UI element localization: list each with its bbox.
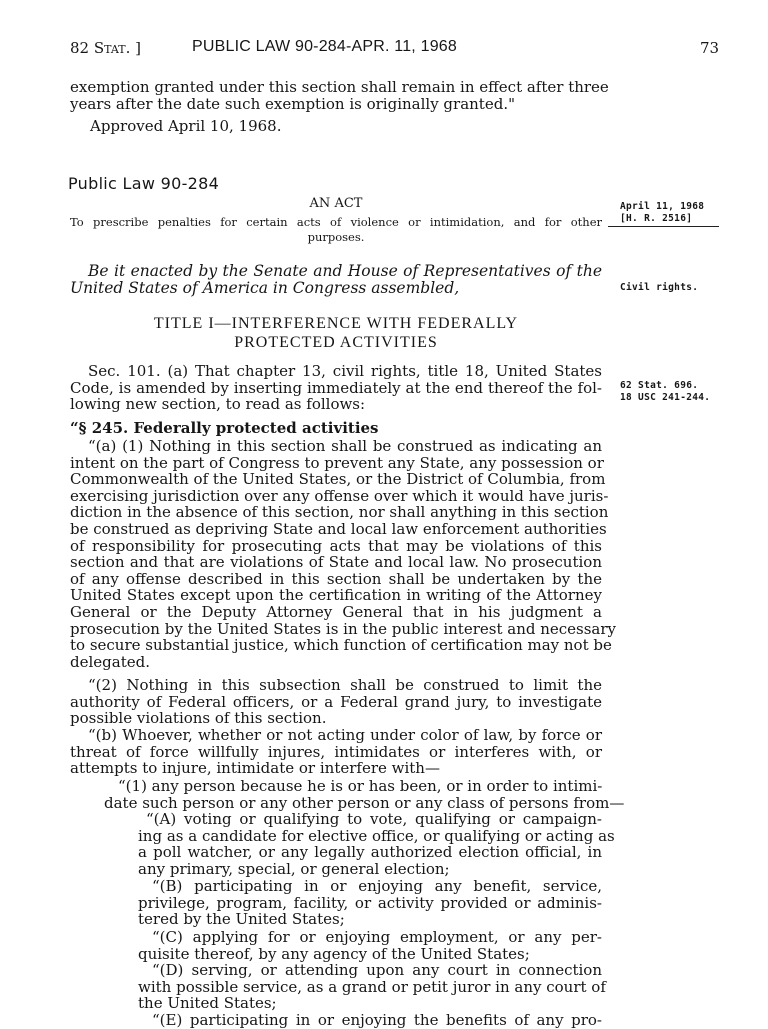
- margin-date: April 11, 1968: [620, 201, 705, 212]
- item-b: [138, 878, 602, 928]
- text-line: quisite thereof, by any agency of the United States;: [138, 944, 530, 963]
- item-d: [138, 961, 606, 1013]
- text-line: Code, is amended by inserting immediately at the end thereof the fol-: [70, 378, 602, 397]
- public-law-id: Public Law 90-284: [68, 174, 220, 193]
- text-line: ing as a candidate for elective office, or qualifying or acting as: [138, 826, 615, 845]
- text-line: lowing new section, to read as follows:: [70, 395, 366, 414]
- item-1: [104, 777, 625, 812]
- text-line: Be it enacted by the Senate and House of Representatives of the: [88, 262, 602, 280]
- text-line: “(b) Whoever, whether or not acting under color of law, by force or: [88, 726, 602, 744]
- margin-rule: [608, 226, 719, 227]
- text-line: a poll watcher, or any legally authorized election official, in: [138, 843, 602, 862]
- page-number: 73: [700, 39, 720, 57]
- text-line: “(A) voting or qualifying to vote, qualifying or campaign-: [146, 810, 602, 828]
- text-line: privilege, program, facility, or activity provided or adminis-: [138, 893, 602, 912]
- enacting-clause: [70, 263, 602, 297]
- title-heading: [70, 314, 602, 352]
- text-line: diction in the absence of this section, nor shall anything in this section: [70, 503, 609, 522]
- approval-date: Approved April 10, 1968.: [90, 117, 282, 135]
- paragraph-b: [70, 727, 602, 777]
- text-line: to secure substantial justice, which function of certification may not be: [70, 636, 612, 655]
- stat-reference: [70, 39, 141, 57]
- margin-bill-number: [H. R. 2516]: [620, 213, 693, 224]
- text-line: “(a) (1) Nothing in this section shall be construed as indicating an: [88, 437, 602, 455]
- stat-bracket: ]: [135, 39, 141, 57]
- text-line: with possible service, as a grand or petit juror in any court of: [138, 977, 606, 996]
- text-line: United States except upon the certification in writing of the Attorney: [70, 586, 602, 605]
- paragraph-a2: [70, 677, 602, 727]
- text-line: possible violations of this section.: [70, 709, 327, 728]
- margin-usc-ref: 18 USC 241-244.: [620, 392, 711, 403]
- text-line: tered by the United States;: [138, 910, 345, 929]
- text-line: “(C) applying for or enjoying employment, or any per-: [152, 928, 602, 946]
- running-title: PUBLIC LAW 90-284-APR. 11, 1968: [192, 38, 457, 55]
- margin-stat-ref: 62 Stat. 696.: [620, 380, 699, 391]
- stat-number: 82: [70, 39, 90, 57]
- text-line: the United States;: [138, 994, 277, 1013]
- text-line: delegated.: [70, 652, 150, 671]
- text-line: any primary, special, or general election;: [138, 859, 450, 878]
- text-line: Commonwealth of the United States, or the District of Columbia, from: [70, 470, 606, 489]
- text-line: years after the date such exemption is originally granted.": [70, 94, 515, 113]
- text-line: “(1) any person because he is or has been, or in order to intimi-: [118, 777, 603, 795]
- title-line: TITLE I—INTERFERENCE WITH FEDERALLY: [153, 315, 519, 332]
- section-heading: “§ 245. Federally protected activities: [70, 419, 379, 437]
- text-line: General or the Deputy Attorney General that in his judgment a: [70, 602, 602, 621]
- text-line: be construed as depriving State and local law enforcement authorities: [70, 519, 607, 538]
- text-line: section and that are violations of State and local law. No prosecution: [70, 553, 602, 572]
- item-c: [138, 929, 602, 962]
- text-line: “(D) serving, or attending upon any court in connection: [152, 961, 602, 979]
- act-label: AN ACT: [309, 196, 363, 211]
- text-line: of responsibility for prosecuting acts that may be violations of this: [70, 536, 602, 555]
- text-line: purposes.: [307, 230, 365, 244]
- section-101: [70, 363, 602, 413]
- act-purpose: [70, 215, 602, 245]
- text-line: exemption granted under this section shall remain in effect after three: [70, 78, 609, 96]
- text-line: prosecution by the United States is in the public interest and necessary: [70, 619, 617, 638]
- paragraph-a1: [70, 437, 617, 671]
- item-a: [138, 810, 615, 878]
- text-line: exercising jurisdiction over any offense over which it would have juris-: [70, 486, 609, 505]
- text-line: “(E) participating in or enjoying the benefits of any pro-: [152, 1011, 602, 1029]
- text-line: of any offense described in this section shall be undertaken by the: [70, 569, 602, 588]
- margin-civil-rights: Civil rights.: [620, 282, 699, 293]
- text-line: threat of force willfully injures, intimidates or interferes with, or: [70, 742, 602, 761]
- text-line: intent on the part of Congress to prevent any State, any possession or: [70, 453, 604, 472]
- text-line: Sec. 101. (a) That chapter 13, civil rights, title 18, United States: [88, 362, 602, 380]
- text-line: “(2) Nothing in this subsection shall be construed to limit the: [88, 676, 602, 694]
- title-line: PROTECTED ACTIVITIES: [234, 334, 438, 351]
- item-e: [138, 1012, 602, 1029]
- text-line: authority of Federal officers, or a Federal grand jury, to investigate: [70, 692, 602, 711]
- stat-word: Stat.: [93, 39, 131, 57]
- prior-section-text: [70, 78, 609, 113]
- text-line: To prescribe penalties for certain acts of violence or intimidation, and for other: [70, 215, 602, 229]
- text-line: attempts to injure, intimidate or interfere with—: [70, 759, 440, 778]
- text-line: United States of America in Congress assembled,: [70, 279, 460, 297]
- text-line: “(B) participating in or enjoying any benefit, service,: [152, 877, 602, 895]
- text-line: date such person or any other person or any class of persons from—: [104, 793, 625, 812]
